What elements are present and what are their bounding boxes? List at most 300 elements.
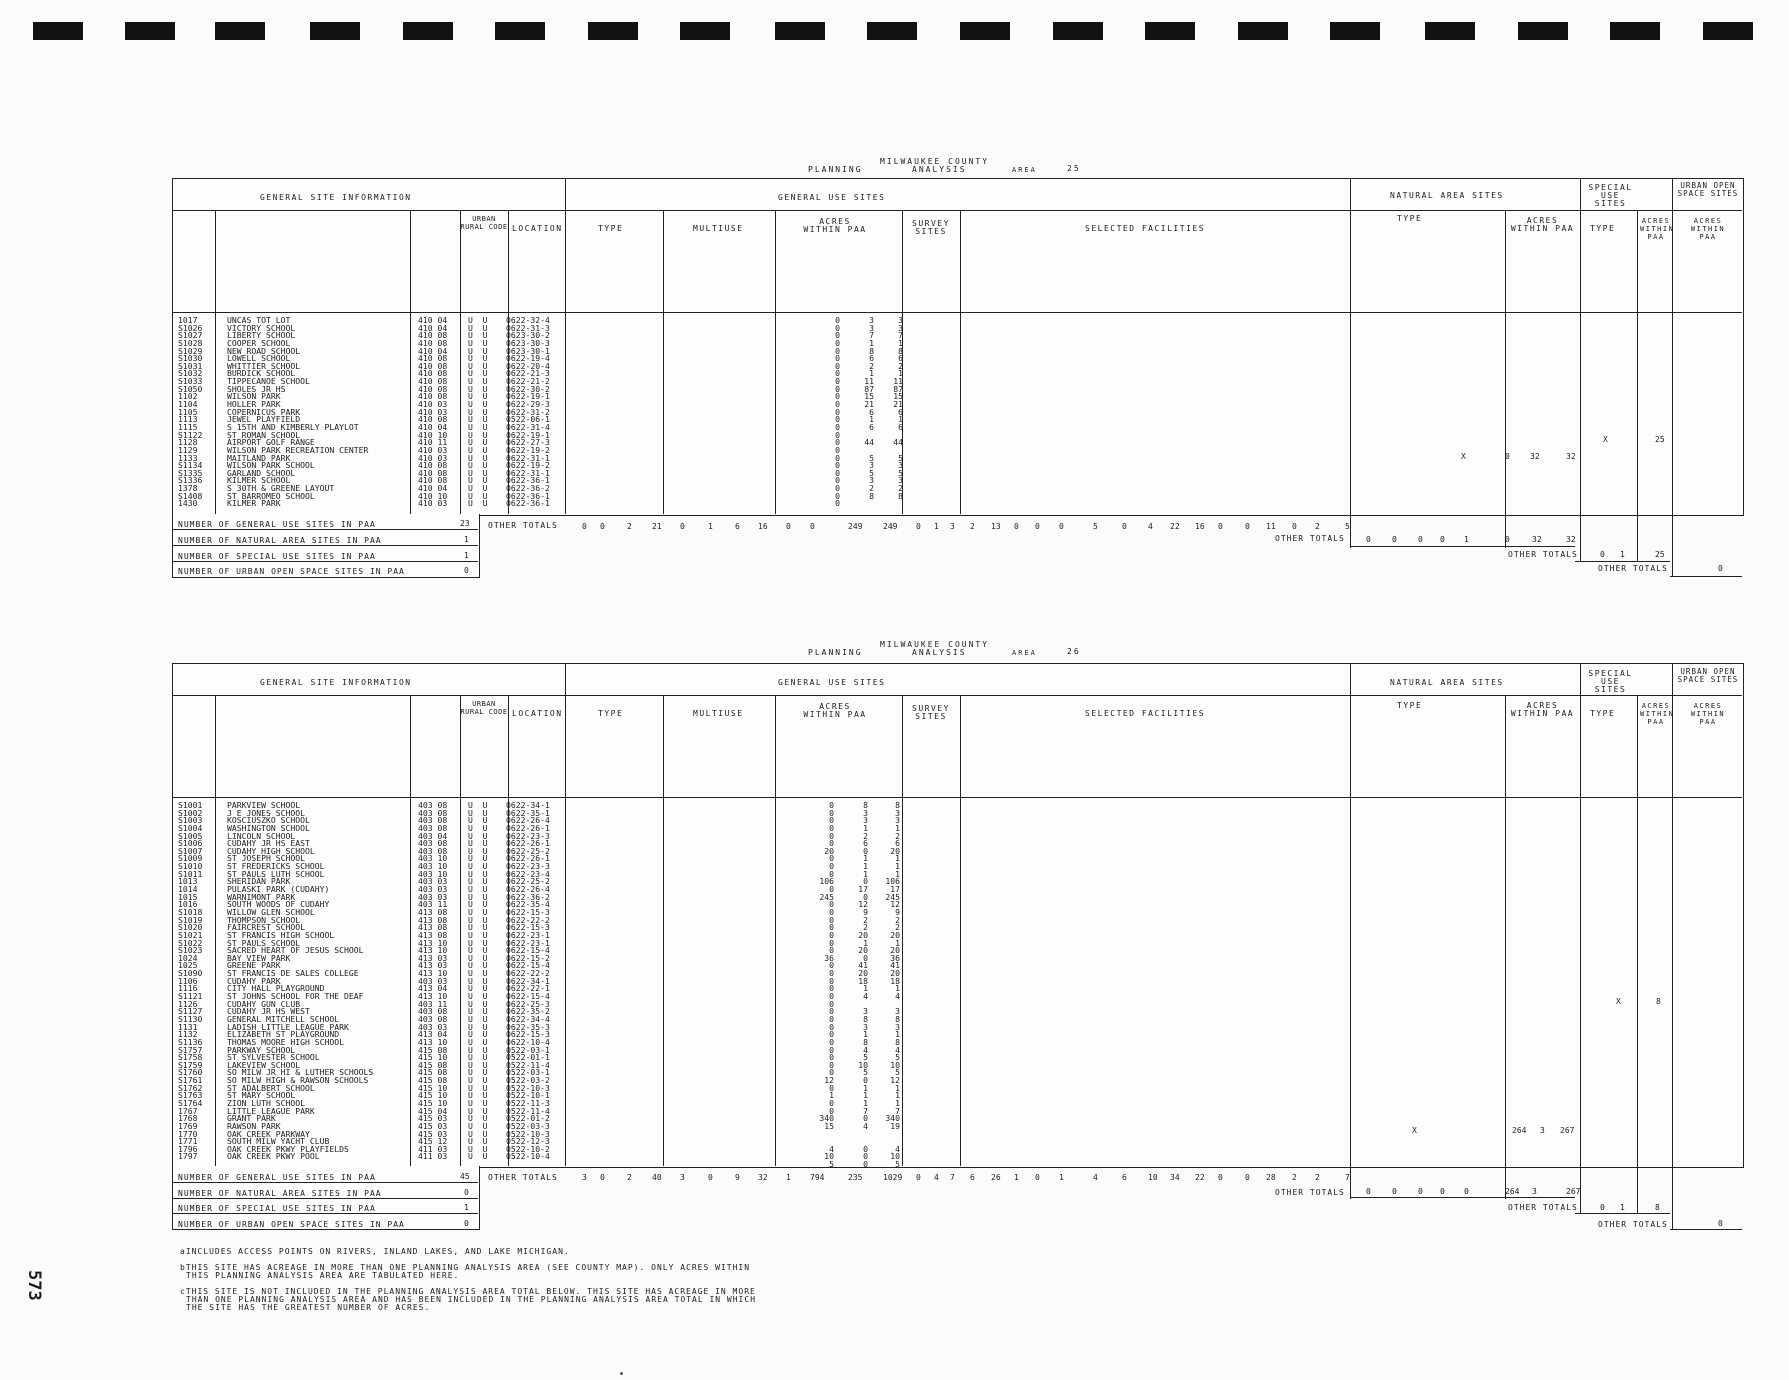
natural-total-value: 32 [1566, 452, 1576, 461]
row-cell: S1090 [178, 968, 203, 979]
natural-total-cell: 0 [1392, 535, 1397, 544]
acres-cell: 0 [829, 1082, 834, 1093]
urban-rural-cell: U U [468, 391, 488, 402]
survey-sites-header: SURVEY SITES [912, 704, 950, 721]
area-number: 25 [1067, 164, 1081, 173]
district-code-cell: 413 10 [418, 968, 448, 979]
urban-rural-cell: U U [468, 998, 488, 1009]
location-cell: 0622-25-2 [506, 876, 550, 887]
special-total-cell: 1 [1620, 550, 1625, 559]
other-totals-label: OTHER TOTALS [1508, 550, 1578, 559]
location-cell: 0622-19-2 [506, 444, 550, 455]
urban-rural-cell: U U [468, 983, 488, 994]
acres-cell: 6 [863, 838, 868, 849]
location-cell: 0522-11-3 [506, 1097, 550, 1108]
natural-total-cell: 32 [1532, 535, 1542, 544]
location-cell: 0622-34-1 [506, 800, 550, 810]
general-total-cell: 16 [1195, 522, 1205, 531]
planning-label: PLANNING [808, 648, 863, 657]
row-cell: RAWSON PARK [227, 1120, 281, 1131]
row-cell: S1027 [178, 330, 203, 341]
natural-totals-line [1350, 1197, 1575, 1198]
special-x-mark: X [1603, 435, 1608, 444]
row-cell: SO MILW JR HI & LUTHER SCHOOLS [227, 1067, 374, 1078]
acres-cell: 0 [829, 1013, 834, 1024]
general-total-cell: 1029 [883, 1173, 903, 1182]
punch-hole [125, 22, 175, 40]
row-cell: ST PAULS SCHOOL [227, 937, 301, 948]
punch-hole [680, 22, 730, 40]
acres-cell: 5 [898, 467, 903, 478]
row-cell: 1430 [178, 498, 198, 509]
acres-cell: 12 [890, 899, 900, 910]
natural-total-cell: 0 [1418, 535, 1423, 544]
acres-cell: 0 [829, 922, 834, 933]
natural-area-sites-header: NATURAL AREA SITES [1390, 191, 1504, 200]
type-header: TYPE [598, 224, 624, 233]
row-cell: ST FRANCIS DE SALES COLLEGE [227, 968, 359, 979]
row-cell: GARLAND SCHOOL [227, 467, 296, 478]
punch-hole [960, 22, 1010, 40]
col-line [1505, 210, 1506, 548]
acres-cell: 0 [835, 330, 840, 341]
acres-cell: 1 [869, 414, 874, 425]
acres-cell: 6 [869, 406, 874, 417]
summary-special-value: 1 [464, 551, 469, 560]
row-cell: S1760 [178, 1067, 203, 1078]
acres-cell: 0 [829, 1052, 834, 1063]
special-type-header: TYPE [1590, 224, 1616, 233]
general-total-cell: 0 [1059, 522, 1064, 531]
special-total-cell: 1 [1620, 1203, 1625, 1212]
acres-cell: 2 [869, 483, 874, 494]
general-total-cell: 34 [1170, 1173, 1180, 1182]
row-cell: ZION LUTH SCHOOL [227, 1097, 305, 1108]
general-total-cell: 0 [786, 522, 791, 531]
row-cell: LAKEVIEW SCHOOL [227, 1059, 301, 1070]
urban-rural-cell: U U [468, 421, 488, 432]
urban-rural-column [468, 802, 488, 1161]
general-total-cell: 28 [1266, 1173, 1276, 1182]
urban-rural-cell: U U [468, 853, 488, 864]
location-cell: 0622-27-3 [506, 437, 550, 448]
urban-rural-cell: U U [468, 467, 488, 478]
acres-cell: 20 [890, 968, 900, 979]
urban-total-value: 0 [1718, 1219, 1723, 1228]
acres-cell: 0 [835, 345, 840, 356]
acres-cell: 20 [858, 945, 868, 956]
header-bottom-line [172, 797, 1742, 798]
acres-cell: 1 [863, 983, 868, 994]
general-use-sites-header: GENERAL USE SITES [778, 678, 886, 687]
col-line [1505, 695, 1506, 1199]
row-cell: SO MILW HIGH & RAWSON SCHOOLS [227, 1075, 369, 1086]
acres-cell: 2 [863, 830, 868, 841]
col-line [565, 178, 566, 514]
row-cell: 1017 [178, 315, 198, 325]
district-code-cell: 415 10 [418, 1052, 448, 1063]
acres-cell: 1 [895, 853, 900, 864]
urban-rural-cell: U U [468, 991, 488, 1002]
acres-cell: 8 [869, 490, 874, 501]
location-cell: 0522-01-1 [506, 1052, 550, 1063]
general-total-cell: 0 [600, 522, 605, 531]
location-cell: 0622-36-2 [506, 891, 550, 902]
location-cell: 0622-36-1 [506, 498, 550, 509]
district-code-cell: 403 08 [418, 838, 448, 849]
acres-cell: 20 [890, 929, 900, 940]
district-code-cell: 410 08 [418, 414, 448, 425]
acres-cell: 4 [863, 1120, 868, 1131]
district-code-cell: 410 08 [418, 360, 448, 371]
other-totals-label: OTHER TOTALS [1275, 1188, 1345, 1197]
district-code-cell: 410 03 [418, 498, 448, 509]
urban-rural-cell: U U [468, 891, 488, 902]
row-cell: PARKWAY SCHOOL [227, 1044, 296, 1055]
special-total-cell: 0 [1600, 550, 1605, 559]
row-cell: LOWELL SCHOOL [227, 353, 291, 364]
row-cell: S1002 [178, 807, 203, 818]
general-total-cell: 249 [848, 522, 863, 531]
row-cell: 1126 [178, 998, 198, 1009]
district-code-cell: 413 08 [418, 929, 448, 940]
urban-rural-cell: U U [468, 1113, 488, 1124]
acres-cell: 6 [869, 353, 874, 364]
urban-rural-cell: U U [468, 322, 488, 333]
location-cell: 0622-23-3 [506, 830, 550, 841]
row-cell: 1132 [178, 1029, 198, 1040]
acres-cell: 340 [885, 1113, 900, 1124]
acres-cell: 1 [898, 368, 903, 379]
footnote-c-cont: THE SITE HAS THE GREATEST NUMBER OF ACRES. [186, 1303, 431, 1312]
row-cell: 1105 [178, 406, 198, 417]
row-cell: PARKVIEW SCHOOL [227, 800, 301, 810]
special-type-header: TYPE [1590, 709, 1616, 718]
acres-cell: 6 [898, 421, 903, 432]
row-cell: S1021 [178, 929, 203, 940]
location-cell: 0622-26-4 [506, 884, 550, 895]
general-total-cell: 2 [627, 522, 632, 531]
multiuse-header: MULTIUSE [693, 709, 744, 718]
location-cell: 0622-30-2 [506, 383, 550, 394]
urban-open-space-header: URBAN OPEN SPACE SITES [1677, 181, 1739, 198]
acres-cell: 20 [824, 845, 834, 856]
natural-total-cell: 267 [1566, 1187, 1581, 1196]
general-total-cell: 1 [786, 1173, 791, 1182]
acres-cell: 20 [858, 929, 868, 940]
general-total-cell: 1 [708, 522, 713, 531]
location-cell: 0622-26-1 [506, 853, 550, 864]
row-cell: OAK CREEK PKWY PLAYFIELDS [227, 1143, 349, 1154]
col-line [410, 210, 411, 514]
acres-cell: 3 [869, 322, 874, 333]
acres-cell: 0 [829, 807, 834, 818]
acres-cell: 8 [895, 1013, 900, 1024]
urban-rural-cell: U U [468, 815, 488, 826]
acres-cell: 0 [829, 1067, 834, 1078]
urban-rural-column [468, 317, 488, 508]
acres-cell: 10 [824, 1151, 834, 1162]
row-cell: HOLLER PARK [227, 399, 281, 410]
row-cell: S1023 [178, 945, 203, 956]
row-cell: 1024 [178, 952, 198, 963]
other-totals-label: OTHER TOTALS [488, 1173, 558, 1182]
district-code-cell: 415 03 [418, 1113, 448, 1124]
row-cell: WILLOW GLEN SCHOOL [227, 906, 315, 917]
row-cell: OAK CREEK PARKWAY [227, 1128, 310, 1139]
location-cell: 0622-10-4 [506, 1036, 550, 1047]
location-cell: 0522-10-2 [506, 1143, 550, 1154]
location-cell: 0622-20-4 [506, 360, 550, 371]
row-cell: ELIZABETH ST PLAYGROUND [227, 1029, 340, 1040]
district-code-cell: 403 08 [418, 800, 448, 810]
col-line [565, 663, 566, 1166]
acres-cell: 3 [869, 475, 874, 486]
acres-cell: 0 [835, 353, 840, 364]
row-cell: SHERIDAN PARK [227, 876, 291, 887]
urban-rural-cell: U U [468, 968, 488, 979]
other-totals-label: OTHER TOTALS [1275, 534, 1345, 543]
row-cell: S1022 [178, 937, 203, 948]
acres-cell: 0 [829, 1097, 834, 1108]
acres-cell: 0 [829, 1029, 834, 1040]
acres-cell: 87 [893, 383, 903, 394]
urban-rural-cell: U U [468, 452, 488, 463]
punch-hole [215, 22, 265, 40]
acres-cell: 2 [895, 922, 900, 933]
col-line [215, 695, 216, 1166]
urban-rural-cell: U U [468, 1029, 488, 1040]
location-cell: 0622-34-4 [506, 1013, 550, 1024]
analysis-label: ANALYSIS [912, 648, 967, 657]
acres-total-column [881, 317, 903, 508]
special-totals-line [1575, 561, 1670, 562]
row-cell: S1010 [178, 861, 203, 872]
row-cell: CUDAHY JR HS EAST [227, 838, 310, 849]
col-line [1580, 663, 1581, 1214]
urban-rural-cell: U U [468, 1013, 488, 1024]
district-code-cell: 410 08 [418, 467, 448, 478]
acres-cell: 1 [863, 1097, 868, 1108]
acres-cell: 2 [895, 830, 900, 841]
acres-cell: 0 [835, 315, 840, 325]
district-code-cell: 415 08 [418, 1067, 448, 1078]
urban-rural-cell: U U [468, 490, 488, 501]
row-cell: SOUTH MILW YACHT CLUB [227, 1136, 330, 1147]
urban-rural-cell: U U [468, 1044, 488, 1055]
acres-cell: 0 [829, 868, 834, 879]
urban-rural-cell: U U [468, 800, 488, 810]
punch-hole [1610, 22, 1660, 40]
acres-cell: 0 [829, 884, 834, 895]
urban-rural-cell: U U [468, 437, 488, 448]
location-cell: 0522-06-1 [506, 414, 550, 425]
district-code-cell: 403 11 [418, 899, 448, 910]
acres-cell: 6 [898, 406, 903, 417]
general-total-cell: 0 [708, 1173, 713, 1182]
acres-cell: 8 [869, 345, 874, 356]
general-total-cell: 22 [1170, 522, 1180, 531]
row-cell: S1031 [178, 360, 203, 371]
row-cell: S1020 [178, 922, 203, 933]
acres-cell: 0 [863, 1143, 868, 1154]
location-cell: 0522-11-4 [506, 1105, 550, 1116]
acres-cell: 0 [829, 1036, 834, 1047]
col-line [1580, 178, 1581, 562]
location-cell: 0622-19-1 [506, 429, 550, 440]
acres-cell: 1 [863, 1029, 868, 1040]
acres-cell: 5 [895, 1159, 900, 1170]
urban-rural-cell: U U [468, 960, 488, 971]
row-cell: SOUTH WOODS OF CUDAHY [227, 899, 330, 910]
special-total-cell: 25 [1655, 550, 1665, 559]
urban-rural-cell: U U [468, 1120, 488, 1131]
urban-rural-cell: U U [468, 1067, 488, 1078]
special-x-mark: X [1616, 997, 1621, 1006]
urban-rural-cell: U U [468, 1006, 488, 1017]
district-code-cell: 415 10 [418, 1090, 448, 1101]
district-code-cell: 403 08 [418, 822, 448, 833]
general-total-cell: 0 [1218, 522, 1223, 531]
row-cell: S1026 [178, 322, 203, 333]
district-code-cell: 410 10 [418, 490, 448, 501]
general-total-cell: 0 [1245, 1173, 1250, 1182]
location-cell: 0622-22-1 [506, 983, 550, 994]
row-cell: ST FREDERICKS SCHOOL [227, 861, 325, 872]
acres-cell: 0 [835, 460, 840, 471]
urban-rural-cell: U U [468, 1105, 488, 1116]
location-cell: 0522-11-4 [506, 1059, 550, 1070]
acres-cell: 3 [898, 315, 903, 325]
other-totals-label: OTHER TOTALS [488, 521, 558, 530]
district-code-cell: 410 08 [418, 353, 448, 364]
multiuse-header: MULTIUSE [693, 224, 744, 233]
district-code-cell: 413 10 [418, 945, 448, 956]
location-cell: 0622-21-2 [506, 376, 550, 387]
acres-other-column [846, 802, 868, 1169]
natural-total-cell: 32 [1566, 535, 1576, 544]
acres-cell: 8 [895, 800, 900, 810]
col-line [960, 210, 961, 514]
acres-cell: 20 [858, 968, 868, 979]
urban-rural-cell: U U [468, 1090, 488, 1101]
location-cell: 0622-15-4 [506, 960, 550, 971]
acres-cell: 4 [895, 1044, 900, 1055]
acres-cell: 0 [835, 368, 840, 379]
acres-cell: 3 [898, 475, 903, 486]
row-cell: WHITTIER SCHOOL [227, 360, 301, 371]
acres-cell: 18 [858, 975, 868, 986]
row-cell: 1133 [178, 452, 198, 463]
district-code-cell: 410 08 [418, 330, 448, 341]
urban-rural-cell: U U [468, 376, 488, 387]
analysis-label: ANALYSIS [912, 165, 967, 174]
col-line [663, 695, 664, 1166]
general-total-cell: 32 [758, 1173, 768, 1182]
punch-hole [1330, 22, 1380, 40]
urban-rural-cell: U U [468, 414, 488, 425]
special-total-cell: 0 [1600, 1203, 1605, 1212]
acres-cell: 1 [869, 368, 874, 379]
district-code-cell: 413 08 [418, 922, 448, 933]
location-cell: 0623-30-2 [506, 330, 550, 341]
row-cell: COPERNICUS PARK [227, 406, 301, 417]
location-cell: 0622-26-1 [506, 838, 550, 849]
acres-cell: 7 [898, 330, 903, 341]
selected-facilities-header: SELECTED FACILITIES [1085, 709, 1206, 718]
other-totals-label: OTHER TOTALS [1508, 1203, 1578, 1212]
row-cell: LINCOLN SCHOOL [227, 830, 296, 841]
acres-cell: 0 [829, 975, 834, 986]
row-cell: SACRED HEART OF JESUS SCHOOL [227, 945, 364, 956]
row-cell: S1136 [178, 1036, 203, 1047]
row-cell: OAK CREEK PKWY POOL [227, 1151, 320, 1162]
district-code-cell: 415 08 [418, 1075, 448, 1086]
row-cell: CUDAHY PARK [227, 975, 281, 986]
acres-cell: 0 [835, 391, 840, 402]
district-code-cell: 410 03 [418, 444, 448, 455]
district-code-cell: 403 10 [418, 868, 448, 879]
row-cell: ST JOSEPH SCHOOL [227, 853, 305, 864]
col-line [1637, 695, 1638, 1214]
urban-rural-cell: U U [468, 807, 488, 818]
acres-cell: 1 [863, 1090, 868, 1101]
general-total-cell: 6 [735, 522, 740, 531]
general-total-cell: 2 [1315, 1173, 1320, 1182]
acres-cell: 3 [869, 315, 874, 325]
urban-rural-cell: U U [468, 822, 488, 833]
col-line [1350, 663, 1351, 1199]
location-cell: 0622-35-1 [506, 807, 550, 818]
acres-cell: 245 [885, 891, 900, 902]
acres-cell: 2 [863, 922, 868, 933]
location-cell: 0622-15-3 [506, 922, 550, 933]
acres-cell: 0 [829, 1044, 834, 1055]
acres-cell: 0 [829, 800, 834, 810]
acres-cell: 0 [835, 383, 840, 394]
row-cell: GRANT PARK [227, 1113, 276, 1124]
row-cell: 1106 [178, 975, 198, 986]
acres-cell: 0 [835, 322, 840, 333]
general-total-cell: 5 [1345, 522, 1350, 531]
area-label: AREA [1012, 649, 1037, 657]
urban-rural-cell: U U [468, 353, 488, 364]
acres-within-paa-header: ACRES WITHIN PAA [803, 702, 867, 719]
district-code-cell: 415 12 [418, 1136, 448, 1147]
location-cell: 0522-10-4 [506, 1151, 550, 1162]
location-cell: 0622-31-3 [506, 322, 550, 333]
acres-cell: 0 [835, 406, 840, 417]
general-total-cell: 21 [652, 522, 662, 531]
special-acres-value: 25 [1655, 435, 1665, 444]
row-cell: S1003 [178, 815, 203, 826]
acres-cell: 0 [829, 838, 834, 849]
location-column [506, 317, 550, 508]
acres-cell: 0 [835, 444, 840, 455]
row-cell: 1131 [178, 1021, 198, 1032]
row-cell: S1761 [178, 1075, 203, 1086]
row-cell: S1006 [178, 838, 203, 849]
acres-cell [881, 500, 903, 508]
acres-cell: 245 [819, 891, 834, 902]
planning-label: PLANNING [808, 165, 863, 174]
general-total-cell: 11 [1266, 522, 1276, 531]
general-total-cell: 794 [810, 1173, 825, 1182]
row-cell: THOMPSON SCHOOL [227, 914, 301, 925]
natural-area-sites-header: NATURAL AREA SITES [1390, 678, 1504, 687]
special-acres-header: ACRES WITHIN PAA [1640, 702, 1675, 726]
acres-cell: 2 [898, 360, 903, 371]
